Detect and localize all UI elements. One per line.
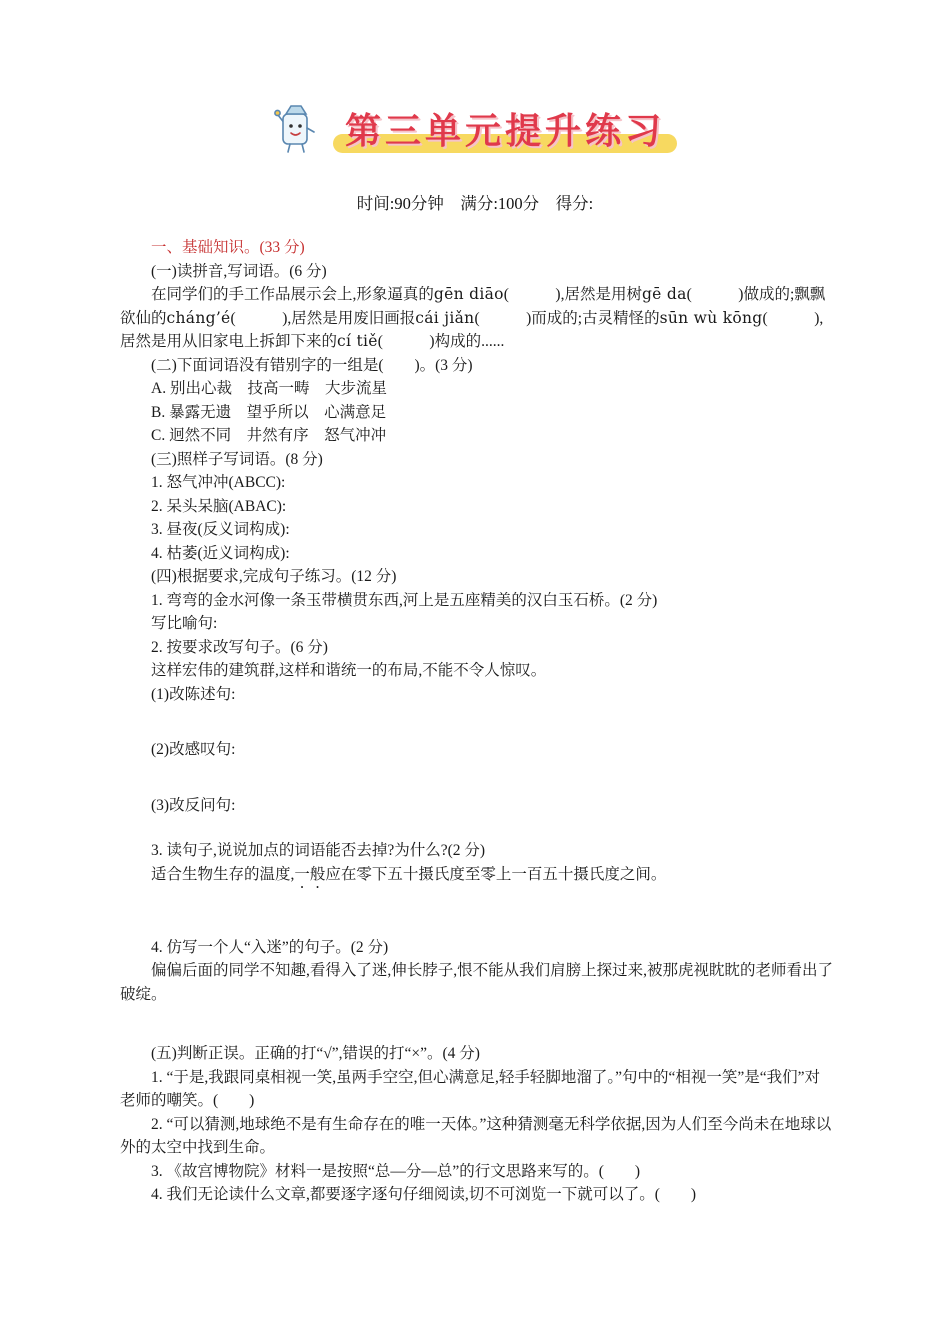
option-b: B. 暴露无遗 望乎所以 心满意足 <box>151 403 387 421</box>
part-3-heading: (三)照样子写词语。(8 分) <box>151 450 323 468</box>
part-1-heading: (一)读拼音,写词语。(6 分) <box>151 262 327 280</box>
q2-rewrite-1: (1)改陈述句: <box>151 685 236 703</box>
judgment-item-2: 2. “可以猜测,地球绝不是有生命存在的唯一天体。”这种猜测毫无科学依据,因为人们至今尚未在地球以外的太空中找到生命。 <box>120 1115 832 1156</box>
pinyin-gen-diao: gēn diāo <box>433 285 504 303</box>
blank-segment: ( ),居然是用废旧画报 <box>230 309 416 327</box>
title-wrap <box>333 103 677 154</box>
answer-space <box>120 892 834 936</box>
option-a: A. 别出心裁 技高一畴 大步流星 <box>151 380 387 397</box>
part-4-heading: (四)根据要求,完成句子练习。(12 分) <box>151 568 397 585</box>
answer-space <box>120 706 834 738</box>
blank-segment: ( )构成的...... <box>377 333 505 350</box>
pinyin-ge-da: gē da <box>641 285 687 303</box>
metaphor-prompt: 写比喻句: <box>151 615 218 632</box>
judgment-item-1: 1. “于是,我跟同桌相视一笑,虽两手空空,但心满意足,轻手轻脚地溜了。”句中的“相视一笑”是“我们”对老师的嘲笑。( ) <box>120 1068 821 1109</box>
q3-heading: 3. 读句子,说说加点的词语能否去掉?为什么?(2 分) <box>151 842 486 859</box>
pinyin-ci-tie: cí tiě <box>337 332 378 350</box>
q4-heading: 4. 仿写一个人“入迷”的句子。(2 分) <box>151 938 389 956</box>
part-5-heading: (五)判断正误。正确的打“√”,错误的打“×”。(4 分) <box>151 1045 480 1062</box>
pinyin-paragraph <box>120 283 834 354</box>
answer-space <box>120 817 834 839</box>
pinyin-cai-jian: cái jiǎn <box>415 308 475 327</box>
blank-segment: ( )做成的;飘飘欲仙的 <box>120 286 826 327</box>
pinyin-chang-e: cháng’é <box>166 308 231 327</box>
blank-segment: ( )而成的;古灵精怪的 <box>474 309 660 327</box>
blank-segment: ( ),居然是用从旧家电上拆卸下来的 <box>120 309 824 350</box>
text-segment: 适合生物生存的温度, <box>151 865 295 883</box>
judgment-item-3: 3. 《故宫博物院》材料一是按照“总—分—总”的行文思路来写的。( ) <box>151 1162 641 1180</box>
text-segment: 在同学们的手工作品展示会上,形象逼真的 <box>151 286 434 303</box>
q2-rewrite-3: (3)改反问句: <box>151 796 236 814</box>
answer-space <box>120 762 834 794</box>
pattern-item-4: 4. 枯萎(近义词构成): <box>151 544 290 562</box>
option-c: C. 迥然不同 井然有序 怒气冲冲 <box>151 427 387 444</box>
worksheet-body <box>120 236 834 1207</box>
q4-sentence: 偏偏后面的同学不知趣,看得入了迷,伸长脖子,恨不能从我们肩膀上探过来,被那虎视眈眈的老师看出了破绽。 <box>120 962 834 1003</box>
q2-heading: 2. 按要求改写句子。(6 分) <box>151 638 328 656</box>
answer-space <box>120 1006 834 1042</box>
q2-sentence: 这样宏伟的建筑群,这样和谐统一的布局,不能不令人惊叹。 <box>151 662 547 679</box>
blank-segment: ( ),居然是用树 <box>503 286 642 303</box>
pattern-item-2: 2. 呆头呆脑(ABAC): <box>151 497 287 515</box>
page-title: 第三单元提升练习 <box>344 109 665 151</box>
emphasized-word: 一般 <box>294 865 326 883</box>
q1-sentence: 1. 弯弯的金水河像一条玉带横贯东西,河上是五座精美的汉白玉石桥。(2 分) <box>151 591 658 609</box>
part-2-heading: (二)下面词语没有错别字的一组是( )。(3 分) <box>151 356 473 374</box>
judgment-item-4: 4. 我们无论读什么文章,都要逐字逐句仔细阅读,切不可浏览一下就可以了。( ) <box>151 1186 697 1203</box>
q3-sentence <box>120 863 834 892</box>
exam-meta: 时间:90分钟 满分:100分 得分: <box>356 194 594 213</box>
pinyin-sun-wu-kong: sūn wù kōng <box>659 308 763 327</box>
q2-rewrite-2: (2)改感叹句: <box>151 741 236 758</box>
section-heading: 一、基础知识。(33 分) <box>151 239 305 256</box>
pattern-item-1: 1. 怒气冲冲(ABCC): <box>151 474 286 491</box>
pattern-item-3: 3. 昼夜(反义词构成): <box>151 521 290 538</box>
mascot-icon <box>273 100 319 156</box>
worksheet-header <box>0 100 950 156</box>
text-segment: 应在零下五十摄氏度至零上一百五十摄氏度之间。 <box>325 865 667 883</box>
